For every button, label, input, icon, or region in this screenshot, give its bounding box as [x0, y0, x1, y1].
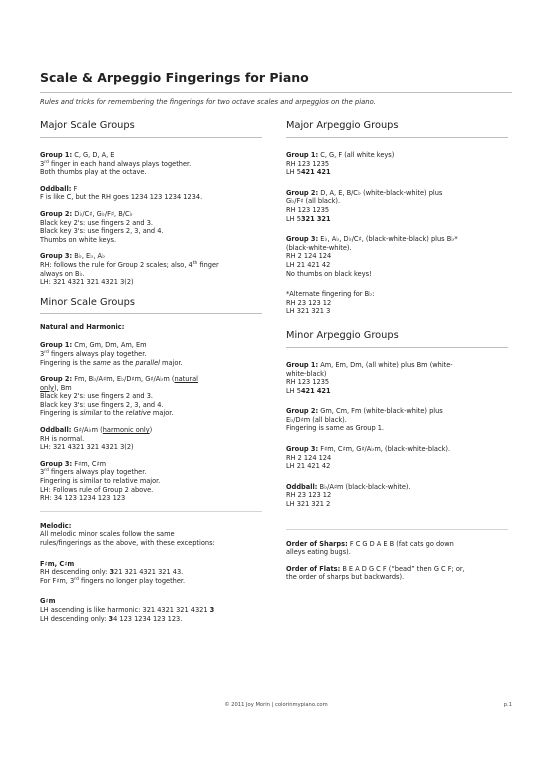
rule-text: finger in each hand always plays together.	[48, 159, 192, 168]
ordinal-suffix: rd	[74, 576, 79, 582]
exception-heading: G♯m	[40, 597, 56, 606]
rule-text: Black key 3's: use fingers 2, 3, and 4.	[40, 227, 164, 236]
group-label: Group 3:	[286, 445, 319, 454]
group-keys: E♭, A♭, D♭/C♯, (black-white-black) plus B♭*	[318, 235, 458, 244]
rule-text: No thumbs on black keys!	[286, 269, 372, 278]
divider	[40, 137, 262, 138]
fingering-text: RH: 34 123 1234 123 123	[40, 494, 126, 503]
emphasis: 421	[316, 386, 331, 395]
major-arp-group-1	[286, 151, 508, 177]
rule-text: RH is normal.	[40, 434, 85, 443]
rule-text: alleys eating bugs).	[286, 548, 351, 557]
emphasis: same	[92, 358, 111, 367]
page-subtitle: Rules and tricks for remembering the fingerings for two octave scales and arpeggios on the piano.	[40, 98, 376, 106]
divider	[286, 347, 508, 348]
rule-text: *Alternate fingering for B♭:	[286, 290, 375, 299]
major-scale-heading: Major Scale Groups	[40, 120, 135, 131]
group-keys: )	[149, 426, 153, 435]
minor-scale-group-3	[40, 460, 262, 503]
group-keys: C, G, D, A, E	[72, 151, 115, 159]
group-label: Group 1:	[286, 360, 319, 369]
emphasis: relative	[125, 409, 151, 418]
group-label: Group 1:	[40, 151, 73, 159]
group-keys: Gm, Cm, Fm (white-black-white) plus	[318, 407, 443, 416]
group-label: Oddball:	[40, 184, 72, 193]
major-scale-group-3	[40, 252, 262, 286]
fingering-text: LH 5	[286, 214, 301, 223]
divider	[286, 137, 508, 138]
underlined-note: harmonic only	[102, 426, 150, 435]
group-label: Group 1:	[286, 151, 319, 159]
rule-text: Black key 2's: use fingers 2 and 3.	[40, 218, 154, 227]
divider	[40, 313, 262, 314]
fingering-text: RH 123 1235	[286, 378, 330, 387]
group-label: Group 2:	[286, 407, 319, 416]
rule-text: Thumbs on white keys.	[40, 235, 117, 244]
group-label: Group 2:	[286, 188, 319, 197]
footer-copyright: © 2011 Joy Morin | colorinmypiano.com	[224, 702, 328, 708]
group-label: Group 3:	[40, 252, 73, 261]
rule-text: Fingering is similar to relative major.	[40, 477, 161, 486]
major-arp-group-3	[286, 235, 508, 278]
group-keys: (black-white-white).	[286, 243, 352, 252]
rule-text: the order of sharps but backwards).	[286, 573, 405, 582]
rule-text: finger	[197, 260, 219, 269]
rule-text: B E A D G C F (“bead” then G C F; or,	[340, 564, 465, 573]
minor-scale-group-2	[40, 375, 262, 418]
melodic-gsharp	[40, 597, 262, 623]
rule-text: For F♯m, 3	[40, 576, 75, 585]
exception-heading: F♯m, C♯m	[40, 559, 75, 568]
major-scale-oddball	[40, 185, 262, 202]
rule-text: Fingering is same as Group 1.	[286, 424, 385, 433]
major-arp-alternate	[286, 290, 508, 316]
ordinal-suffix: rd	[44, 468, 49, 474]
rule-text: All melodic minor scales follow the same	[40, 530, 175, 539]
minor-arp-group-1	[286, 361, 508, 395]
fingering-text: RH 2 124 124	[286, 252, 332, 261]
minor-arpeggio-heading: Minor Arpeggio Groups	[286, 329, 399, 341]
left-column	[40, 120, 262, 631]
melodic-block	[40, 522, 262, 548]
emphasis: 421	[316, 168, 331, 177]
major-scale-group-1	[40, 151, 262, 177]
major-arp-group-2	[286, 189, 508, 223]
rule-text: 3	[40, 468, 45, 477]
group-label: Order of Flats:	[286, 564, 341, 573]
group-keys: D, A, E, B/C♭ (white-black-white) plus	[318, 188, 443, 197]
group-keys: white-black)	[286, 369, 327, 378]
divider	[286, 529, 508, 530]
group-keys: ), Bm	[53, 383, 72, 392]
rule-text: RH: follows the rule for Group 2 scales; also, 4	[40, 260, 193, 269]
group-keys: C, G, F (all white keys)	[318, 151, 395, 159]
group-keys: G♭/F♯ (all black).	[286, 197, 341, 206]
group-keys: D♭/C♯, G♭/F♯, B/C♭	[72, 209, 133, 218]
group-label: Order of Sharps:	[286, 539, 348, 548]
order-of-flats	[286, 565, 508, 582]
group-keys: Am, Em, Dm, (all white) plus Bm (white-	[318, 360, 453, 369]
fingering-text: LH 321 321 3	[286, 307, 331, 316]
rule-text: LH: Follows rule of Group 2 above.	[40, 485, 154, 494]
rule-text: rules/fingerings as the above, with these exceptions:	[40, 539, 215, 547]
rule-text: RH descending only:	[40, 568, 110, 577]
emphasis: 3	[209, 605, 215, 614]
page	[40, 70, 512, 623]
page-title: Scale & Arpeggio Fingerings for Piano	[40, 70, 309, 85]
group-label: Oddball:	[40, 426, 72, 435]
group-keys: G♯/A♭m (	[71, 426, 103, 435]
emphasis: 321	[316, 214, 331, 223]
ordinal-suffix: rd	[44, 159, 49, 165]
group-keys: Cm, Gm, Dm, Am, Em	[72, 341, 147, 350]
rule-text: 3	[40, 349, 45, 358]
fingering-text: RH 123 1235	[286, 205, 330, 214]
group-label: Group 2:	[40, 375, 73, 384]
fingering-text: RH 23 123 12	[286, 298, 332, 307]
fingering-text: LH 21 421 42	[286, 462, 331, 471]
fingering-text: LH ascending is like harmonic: 321 4321 321 4321	[40, 605, 210, 614]
group-keys: B♭/A♯m (black-black-white).	[317, 482, 411, 491]
melodic-fsharp-csharp	[40, 560, 262, 586]
divider	[40, 511, 262, 512]
minor-arp-group-2	[286, 407, 508, 433]
major-arpeggio-heading: Major Arpeggio Groups	[286, 120, 399, 131]
fingering-text: LH: 321 4321 321 4321 3(2)	[40, 278, 134, 287]
rule-text: Black key 3's: use fingers 2, 3, and 4.	[40, 400, 164, 409]
group-keys: F♯m, C♯m	[72, 459, 107, 468]
emphasis: similar	[79, 409, 103, 418]
natural-harmonic-heading: Natural and Harmonic:	[40, 322, 125, 331]
ordinal-suffix: th	[192, 260, 198, 266]
ordinal-suffix: rd	[44, 349, 49, 355]
group-keys: Fm, B♭/A♯m, E♭/D♯m, G♯/A♭m (	[72, 375, 175, 384]
emphasis: 421	[300, 386, 315, 395]
rule-text: Black key 2's: use fingers 2 and 3.	[40, 392, 154, 401]
rule-text: Fingering is the	[40, 358, 93, 367]
rule-text: major.	[159, 358, 183, 367]
rule-text: to the	[102, 409, 126, 418]
emphasis: parallel	[135, 358, 160, 367]
fingering-text: 21 321 4321 321 43.	[114, 568, 184, 577]
group-label: Group 3:	[40, 459, 73, 468]
minor-arp-group-3	[286, 445, 508, 471]
rule-text: Fingering is	[40, 409, 80, 418]
minor-scale-group-1	[40, 341, 262, 367]
order-of-sharps	[286, 540, 508, 557]
group-keys: B♭, E♭, A♭	[72, 252, 106, 261]
fingering-text: RH 23 123 12	[286, 491, 332, 500]
rule-text: as the	[110, 358, 136, 367]
fingering-text: LH: 321 4321 321 4321 3(2)	[40, 443, 134, 452]
underlined-note: only	[40, 383, 54, 392]
minor-scale-oddball	[40, 426, 262, 452]
rule-text: 3	[40, 159, 45, 168]
rule-text: F C G D A E B (fat cats go down	[347, 539, 454, 548]
title-divider	[40, 92, 512, 93]
emphasis: 3	[108, 614, 114, 623]
fingering-text: RH 2 124 124	[286, 453, 332, 462]
group-label: Group 3:	[286, 235, 319, 244]
rule-text: F is like C, but the RH goes 1234 123 1234 1234.	[40, 193, 203, 202]
minor-scale-heading: Minor Scale Groups	[40, 296, 135, 308]
underlined-note: natural	[174, 375, 199, 384]
group-keys: E♭/D♯m (all black).	[286, 415, 347, 424]
group-label: Oddball:	[286, 482, 318, 491]
fingering-text: LH 321 321 2	[286, 500, 331, 509]
major-scale-group-2	[40, 210, 262, 244]
minor-arp-oddball	[286, 483, 508, 509]
rule-text: major.	[150, 409, 174, 418]
right-column	[286, 120, 508, 590]
fingering-text: 4 123 1234 123 123.	[113, 614, 183, 623]
rule-text: Both thumbs play at the octave.	[40, 168, 147, 177]
group-keys: F♯m, C♯m, G♯/A♭m, (black-white-black).	[318, 445, 451, 454]
fingering-text: RH 123 1235	[286, 159, 330, 168]
melodic-heading: Melodic:	[40, 521, 72, 530]
emphasis: 421	[300, 168, 315, 177]
page-number: p.1	[503, 702, 512, 708]
group-label: Group 1:	[40, 341, 73, 350]
emphasis: 3	[109, 568, 115, 577]
group-label: Group 2:	[40, 209, 73, 218]
rule-text: always on B♭.	[40, 269, 85, 278]
rule-text: fingers always play together.	[48, 349, 147, 358]
emphasis: 321	[300, 214, 315, 223]
rule-text: fingers always play together.	[48, 468, 147, 477]
rule-text: LH descending only:	[40, 614, 109, 623]
rule-text: fingers no longer play together.	[78, 576, 186, 585]
group-keys: F	[71, 184, 78, 193]
fingering-text: LH 21 421 42	[286, 260, 331, 269]
fingering-text: LH 5	[286, 386, 301, 395]
fingering-text: LH 5	[286, 168, 301, 177]
